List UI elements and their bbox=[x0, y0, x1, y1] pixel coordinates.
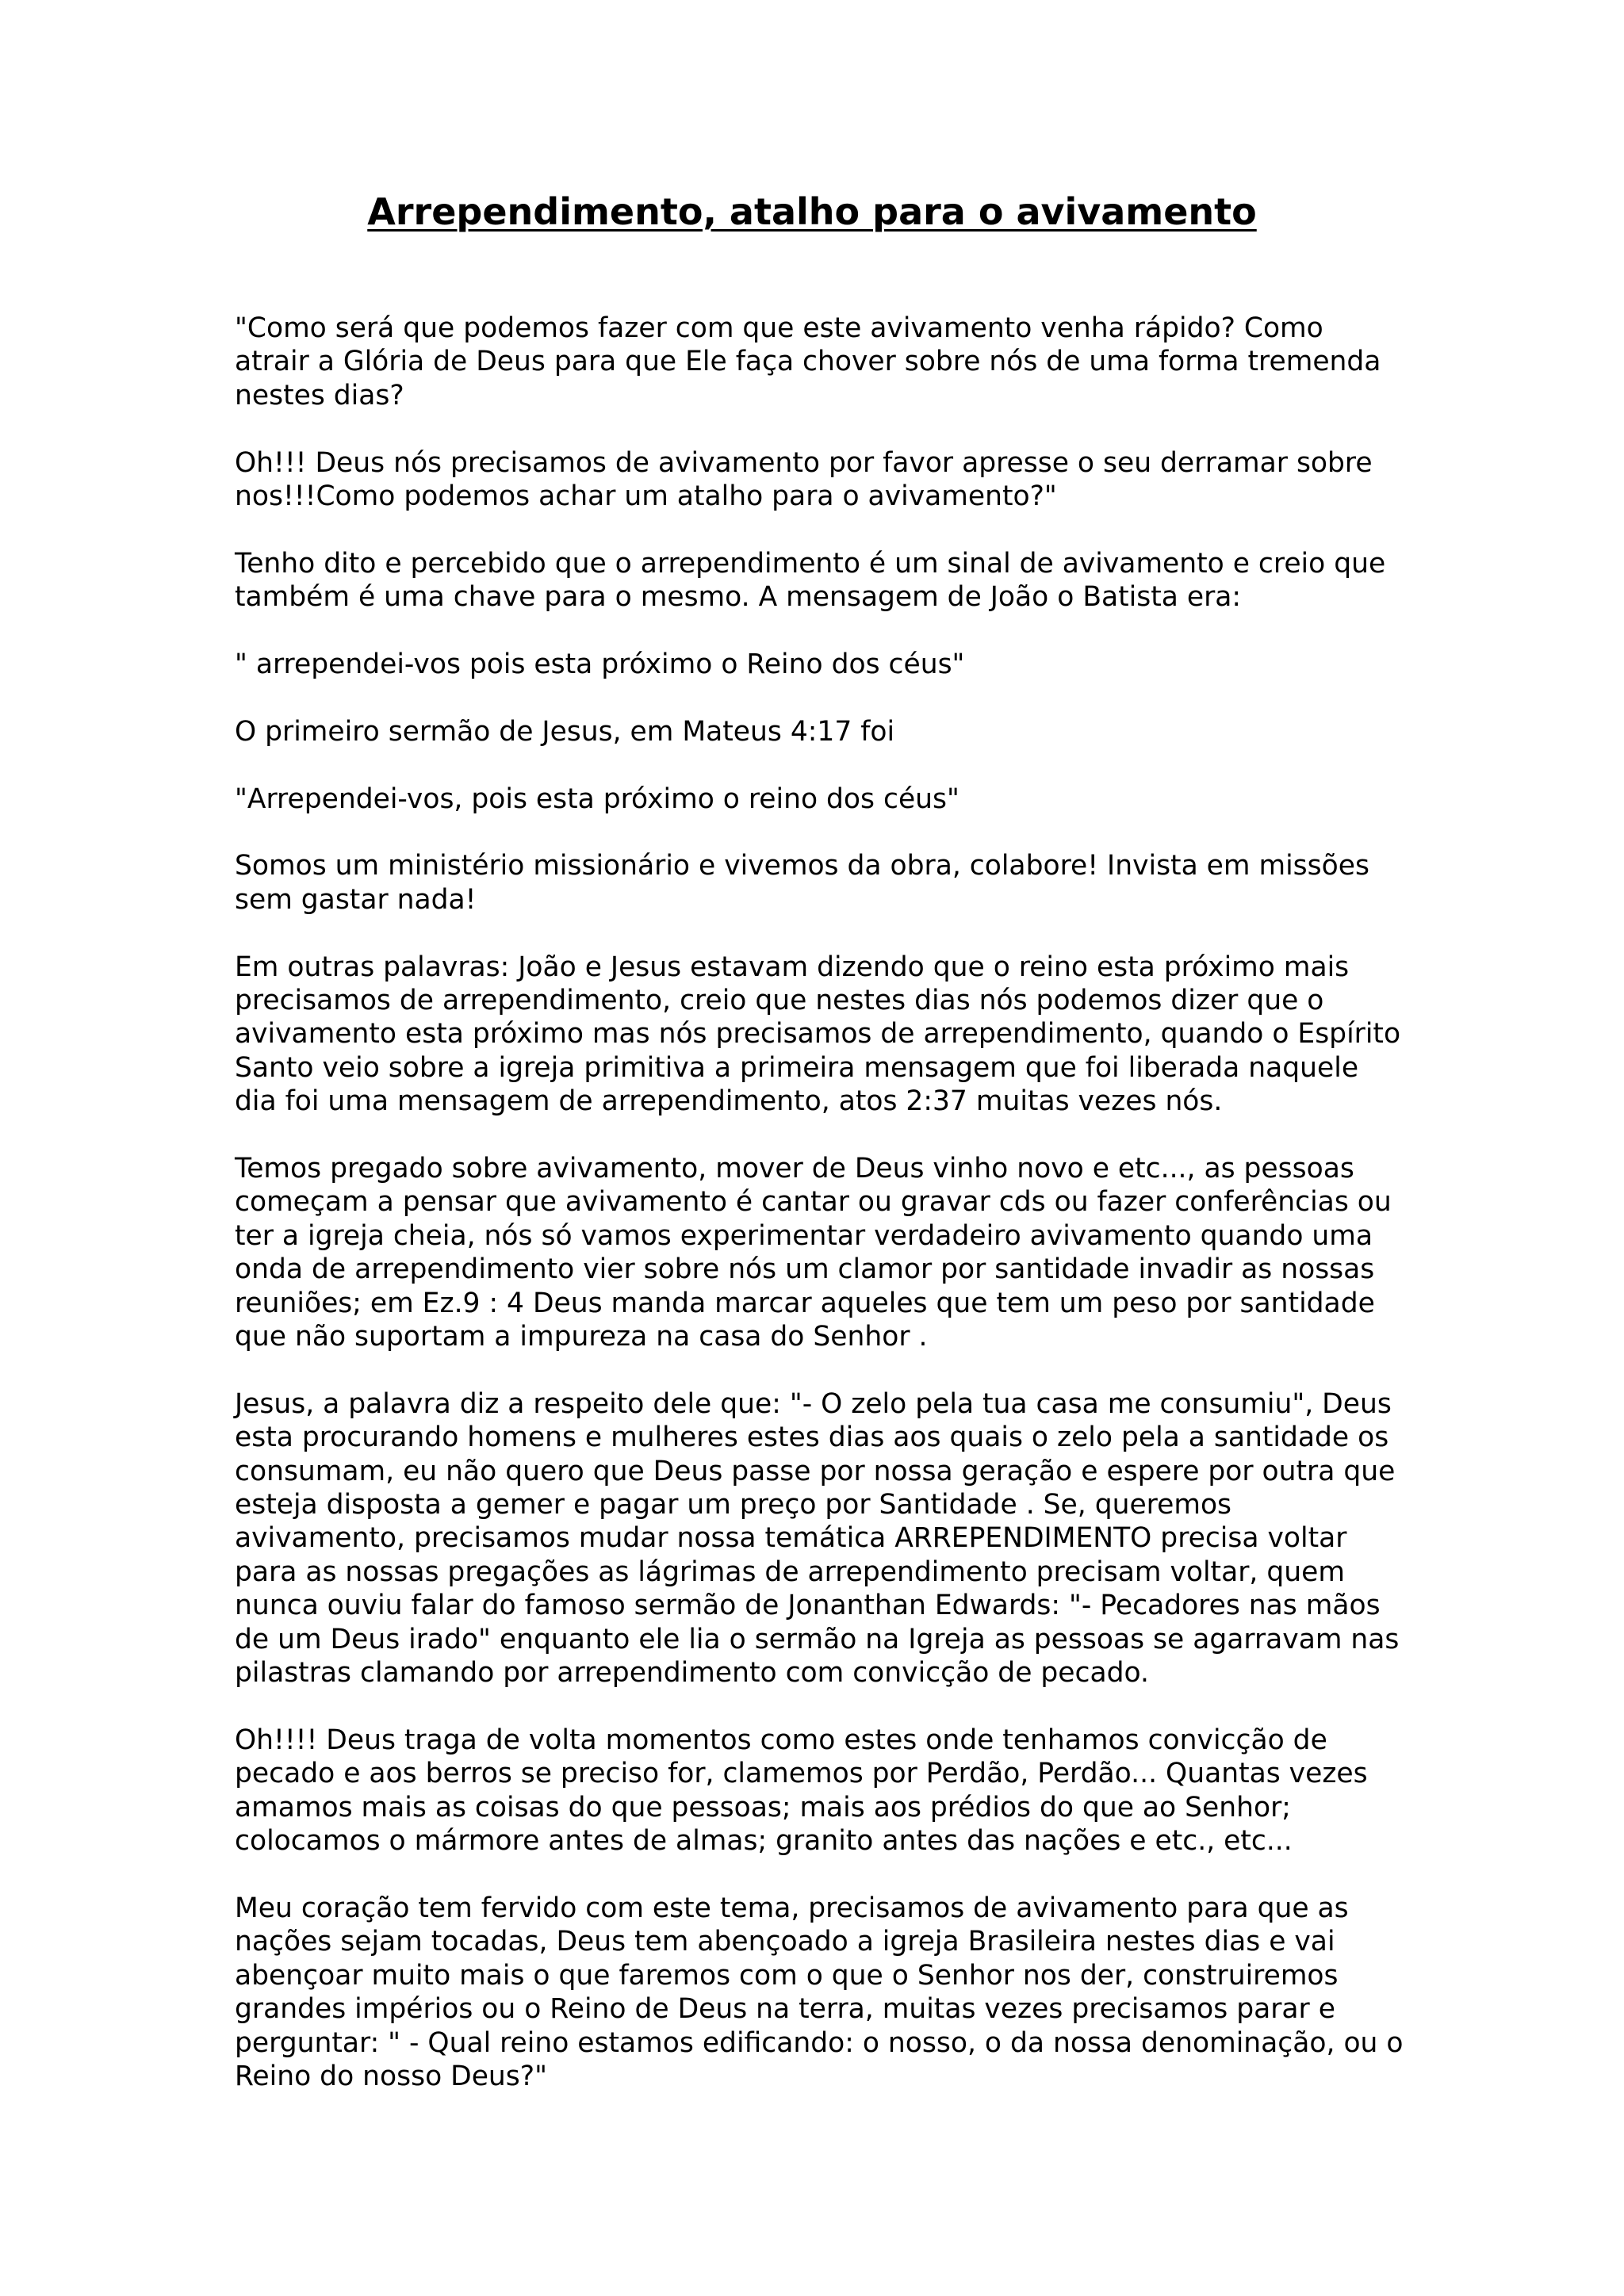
paragraph-9: Temos pregado sobre avivamento, mover de Deus vinho novo e etc..., as pessoas começam a pensar que avivamento é cantar ou gravar cds ou fazer conferências ou ter a igreja cheia, nós só vamos experimentar verdadeiro avivamento quando uma onda de arrependimento vier sobre nós um clamor por santidade invadir as nossas reuniões; em Ez.9 : 4 Deus manda marcar aqueles que tem um peso por santidade que não suportam a impureza na casa do Senhor . bbox=[235, 1153, 1392, 1353]
paragraph-8: Em outras palavras: João e Jesus estavam dizendo que o reino esta próximo mais precisamos de arrependimento, creio que nestes dias nós podemos dizer que o avivamento esta próximo mas nós precisamos de arrependimento, quando o Espírito Santo veio sobre a igreja primitiva a primeira mensagem que foi liberada naquele dia foi uma mensagem de arrependimento, atos 2:37 muitas vezes nós. bbox=[235, 951, 1401, 1118]
paragraph-1: "Como será que podemos fazer com que este avivamento venha rápido? Como atrair a Glória de Deus para que Ele faça chover sobre nós de uma forma tremenda nestes dias? bbox=[235, 312, 1381, 411]
paragraph-7: Somos um ministério missionário e vivemos da obra, colabore! Invista em missões sem gastar nada! bbox=[235, 850, 1369, 916]
paragraph-6: "Arrependei-vos, pois esta próximo o reino dos céus" bbox=[235, 783, 959, 815]
paragraph-3: Tenho dito e percebido que o arrependimento é um sinal de avivamento e creio que também é uma chave para o mesmo. A mensagem de João o Batista era: bbox=[235, 547, 1386, 614]
paragraph-11: Oh!!!! Deus traga de volta momentos como estes onde tenhamos convicção de pecado e aos berros se preciso for, clamemos por Perdão, Perdão... Quantas vezes amamos mais as coisas do que pessoas; mais aos prédios do que ao Senhor; colocamos o mármore antes de almas; granito antes das nações e etc., etc... bbox=[235, 1724, 1368, 1858]
paragraph-4: " arrependei-vos pois esta próximo o Reino dos céus" bbox=[235, 649, 965, 681]
document-body bbox=[235, 312, 1404, 2127]
paragraph-12: Meu coração tem fervido com este tema, precisamos de avivamento para que as nações sejam tocadas, Deus tem abençoado a igreja Brasileira nestes dias e vai abençoar muito mais o que faremos com o que o Senhor nos der, construiremos grandes impérios ou o Reino de Deus na terra, muitas vezes precisamos parar e perguntar: " - Qual reino estamos edificando: o nosso, o da nossa denominação, ou o Reino do nosso Deus?" bbox=[235, 1892, 1404, 2092]
paragraph-2: Oh!!! Deus nós precisamos de avivamento por favor apresse o seu derramar sobre nos!!!Como podemos achar um atalho para o avivamento?" bbox=[235, 446, 1373, 513]
page-title: Arrependimento, atalho para o avivamento bbox=[367, 190, 1257, 233]
paragraph-10: Jesus, a palavra diz a respeito dele que: "- O zelo pela tua casa me consumiu", Deus esta procurando homens e mulheres estes dias aos quais o zelo pela a santidade os consumam, eu não quero que Deus passe por nossa geração e espere por outra que esteja disposta a gemer e pagar um preço por Santidade . Se, queremos avivamento, precisamos mudar nossa temática ARREPENDIMENTO precisa voltar para as nossas pregações as lágrimas de arrependimento precisam voltar, quem nunca ouviu falar do famoso sermão de Jonanthan Edwards: "- Pecadores nas mãos de um Deus irado" enquanto ele lia o sermão na Igreja as pessoas se agarravam nas pilastras clamando por arrependimento com convicção de pecado. bbox=[235, 1387, 1400, 1689]
paragraph-5: O primeiro sermão de Jesus, em Mateus 4:17 foi bbox=[235, 715, 895, 748]
